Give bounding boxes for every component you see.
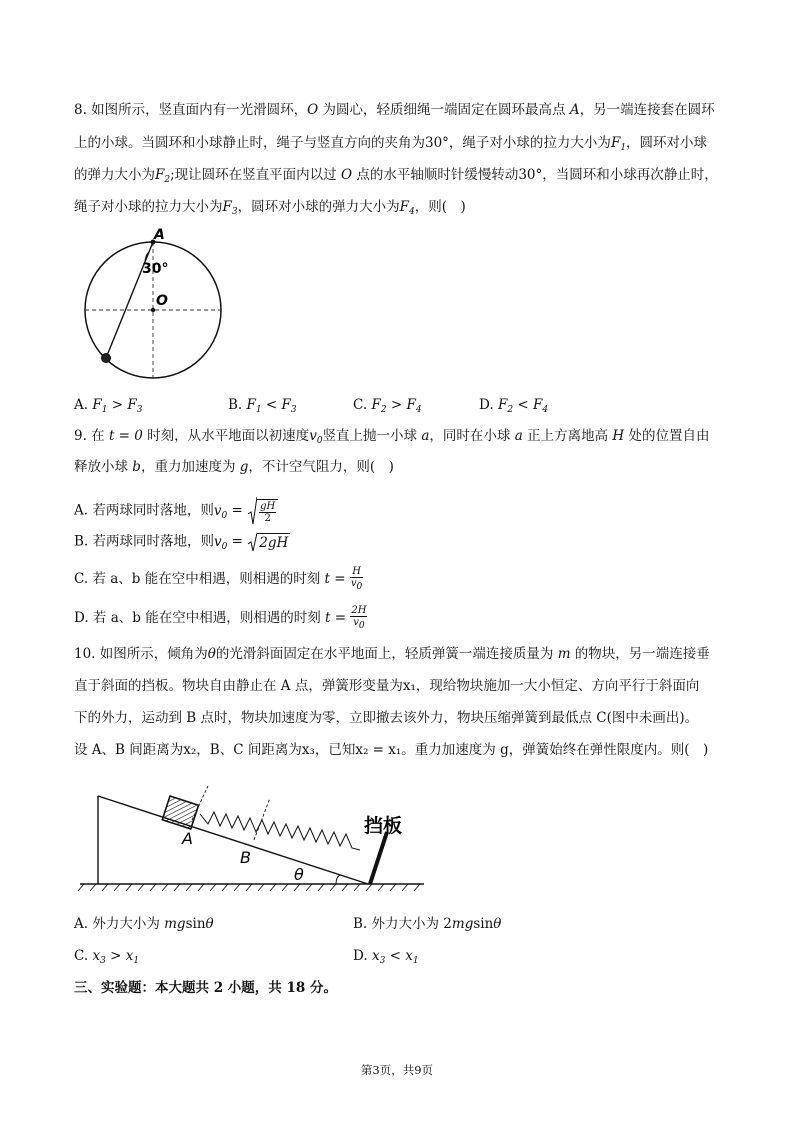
rope-line bbox=[106, 242, 153, 358]
label-board: 挡板 bbox=[364, 815, 403, 837]
label-o: O bbox=[156, 293, 168, 309]
q10-option-c: C. $x_3 > x_1$ bbox=[74, 948, 140, 966]
q9-option-a: A. 若两球同时落地，则$v_0$ = $\frac{gH}{2}$ bbox=[74, 496, 278, 526]
ball bbox=[102, 354, 111, 363]
q9-line-1: 9. 在 t = 0 时刻，从水平地面以初速度$v_0$竖直上抛一小球 a，同时在小球 a 正上方离地高 H 处的位置自由 bbox=[74, 428, 710, 446]
ground-hatching bbox=[78, 884, 420, 891]
label-a: A bbox=[182, 829, 193, 848]
q10-option-b: B. 外力大小为 2mgsinθ bbox=[353, 916, 502, 932]
q10-option-a: A. 外力大小为 mgsinθ bbox=[74, 916, 214, 932]
block bbox=[162, 796, 198, 829]
marker-a-dashed bbox=[192, 786, 208, 820]
q10-incline-figure bbox=[74, 770, 434, 895]
q10-line-4: 设 A、B 间距离为x₂，B、C 间距离为x₃，已知x₂ = x₁。重力加速度为 g，弹簧始终在弹性限度内。则( ) bbox=[74, 742, 709, 758]
q10-line-2: 直于斜面的挡板。物块自由静止在 A 点，弹簧形变量为x₁，现给物块施加一大小恒定、方向平行于斜面向 bbox=[74, 678, 700, 694]
q9-option-b: B. 若两球同时落地，则$v_0 = 2gH$ bbox=[74, 533, 289, 552]
board bbox=[370, 832, 387, 884]
incline-slope bbox=[98, 796, 368, 884]
label-b: B bbox=[240, 848, 251, 867]
q9-line-2: 释放小球 b，重力加速度为 g，不计空气阻力，则( ) bbox=[74, 459, 394, 475]
q8-option-d: D. $F_2 < F_4$ bbox=[479, 397, 549, 415]
label-angle: 30° bbox=[142, 261, 169, 277]
theta-arc bbox=[336, 875, 340, 884]
spring bbox=[200, 812, 360, 850]
q9-option-d: D. 若 a、b 能在空中相遇，则相遇的时刻 t = $\frac{2H}{v0}$ bbox=[74, 605, 367, 631]
q8-ring-figure bbox=[76, 228, 236, 388]
q9-option-c: C. 若 a、b 能在空中相遇，则相遇的时刻 t = $\frac{H}{v0}$ bbox=[74, 566, 363, 592]
section-heading: 三、实验题：本大题共 2 小题，共 18 分。 bbox=[74, 980, 337, 996]
q8-option-a: A. $F_1 > F_3$ bbox=[74, 397, 143, 415]
q10-option-d: D. $x_3 < x_1$ bbox=[353, 948, 419, 966]
q10-line-1: 10. 如图所示，倾角为θ的光滑斜面固定在水平地面上，轻质弹簧一端连接质量为 m 的物块，另一端连接垂 bbox=[74, 646, 710, 662]
q8-option-c: C. $F_2 > F_4$ bbox=[353, 397, 422, 415]
center-point-o bbox=[151, 308, 155, 312]
label-a: A bbox=[154, 228, 165, 243]
q8-line-4: 绳子对小球的拉力大小为$F_3$，圆环对小球的弹力大小为$F_4$，则( ) bbox=[74, 199, 466, 217]
q8-line-2: 上的小球。当圆环和小球静止时，绳子与竖直方向的夹角为30°，绳子对小球的拉力大小为$F_1$，圆环对小球 bbox=[74, 135, 708, 153]
q8-line-3: 的弹力大小为$F_2$;现让圆环在竖直平面内以过 O 点的水平轴顺时针缓慢转动30°，当圆环和小球再次静止时， bbox=[74, 167, 718, 185]
page-footer: 第3页，共9页 bbox=[360, 1063, 434, 1077]
label-theta: θ bbox=[294, 865, 304, 884]
q8-option-b: B. $F_1 < F_3$ bbox=[228, 397, 297, 415]
q10-line-3: 下的外力，运动到 B 点时，物块加速度为零，立即撤去该外力，物块压缩弹簧到最低点 C(图中未画出)。 bbox=[74, 710, 699, 726]
q8-line-1: 8. 如图所示，竖直面内有一光滑圆环，O 为圆心，轻质细绳一端固定在圆环最高点 A，另一端连接套在圆环 bbox=[74, 102, 715, 118]
